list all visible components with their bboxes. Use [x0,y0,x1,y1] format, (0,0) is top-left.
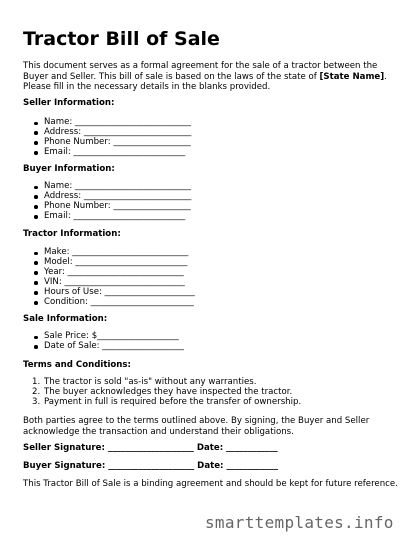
closing-statement: This Tractor Bill of Sale is a binding agreement and should be kept for future reference. [23,479,398,489]
buyer-address-field: Address: _________________________ [23,192,191,202]
tractor-vin-field: VIN: ____________________________ [23,278,195,288]
intro-text-start: This document serves as a formal agreement for the sale of a tractor between the Buyer and Seller. This bill of sale is based on the laws of the state of [23,61,378,82]
document-title: Tractor Bill of Sale [23,28,220,50]
tractor-condition-field: Condition: ________________________ [23,298,195,308]
buyer-heading: Buyer Information: [23,164,115,174]
term-text: Payment in full is required before the transfer of ownership. [44,396,302,407]
sale-heading: Sale Information: [23,314,108,324]
state-name-placeholder: [State Name] [319,71,385,82]
buyer-phone-field: Phone Number: __________________ [23,202,191,212]
intro-paragraph [23,61,403,93]
seller-heading: Seller Information: [23,98,115,108]
seller-address-field: Address: _________________________ [23,128,191,138]
term-number: 2. [32,386,41,397]
term-number: 3. [32,396,41,407]
tractor-year-field: Year: ___________________________ [23,268,195,278]
terms-list [23,378,301,408]
terms-heading: Terms and Conditions: [23,360,131,370]
seller-phone-field: Phone Number: __________________ [23,138,191,148]
term-text: The buyer acknowledges they have inspected the tractor. [44,386,293,397]
term-item [23,398,301,408]
term-number: 1. [32,377,41,387]
agreement-paragraph: Both parties agree to the terms outlined above. By signing, the Buyer and Seller acknowledge the transaction and understand their obligations. [23,416,370,437]
sale-date-field: Date of Sale: ___________________ [23,342,184,352]
buyer-email-field: Email: __________________________ [23,212,191,222]
site-watermark: smarttemplates.info [205,513,394,532]
tractor-hours-field: Hours of Use: _____________________ [23,288,195,298]
tractor-heading: Tractor Information: [23,229,121,239]
buyer-signature-line: Buyer Signature: ____________________ Date: ____________ [23,461,279,471]
seller-fields [23,118,191,158]
sale-price-field: Sale Price: $___________________ [23,332,184,342]
seller-name-field: Name: ___________________________ [23,118,191,128]
buyer-fields [23,182,191,222]
seller-signature-line: Seller Signature: ____________________ Date: ____________ [23,443,278,453]
term-text: The tractor is sold "as-is" without any warranties. [44,377,257,387]
buyer-name-field: Name: ___________________________ [23,182,191,192]
tractor-model-field: Model: __________________________ [23,258,195,268]
tractor-make-field: Make: ___________________________ [23,248,195,258]
seller-email-field: Email: __________________________ [23,148,191,158]
sale-fields [23,332,184,352]
tractor-fields [23,248,195,307]
intro-text-end: . Please fill in the necessary details in the blanks provided. [23,71,387,93]
